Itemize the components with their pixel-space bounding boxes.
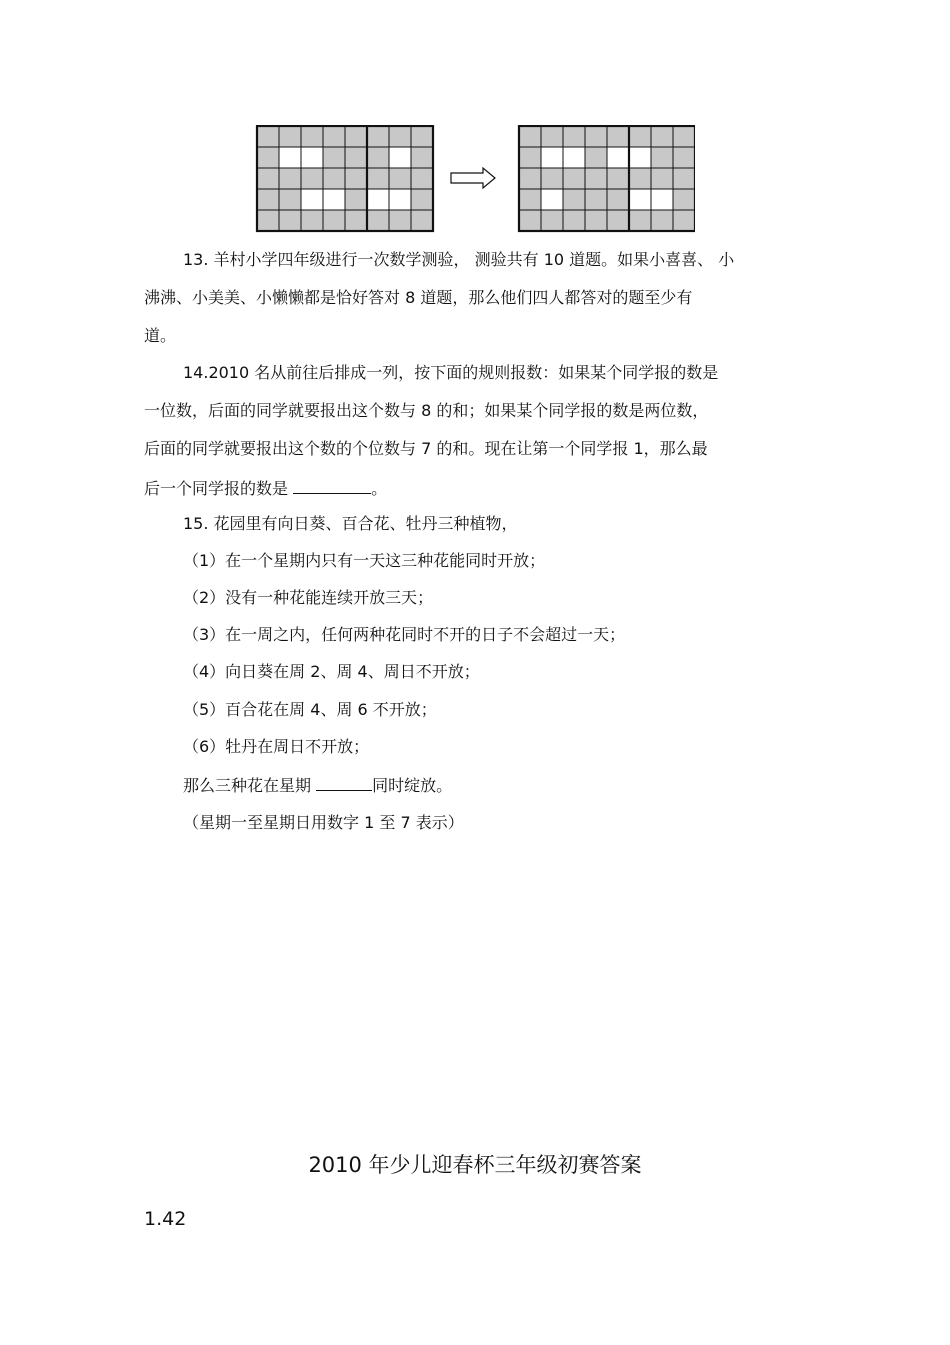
left-grid-cell — [411, 126, 433, 147]
q15-condition-6: （6）牡丹在周日不开放； — [183, 737, 370, 756]
left-grid-cell — [301, 210, 323, 231]
right-grid-cell — [563, 210, 585, 231]
q15-condition-2: （2）没有一种花能连续开放三天； — [183, 588, 434, 607]
right-grid-cell — [585, 126, 607, 147]
right-grid-cell — [651, 147, 673, 168]
right-grid-cell — [629, 189, 651, 210]
left-grid-cell — [389, 168, 411, 189]
left-grid-cell — [301, 147, 323, 168]
right-grid-cell — [519, 210, 541, 231]
left-grid-cell — [323, 168, 345, 189]
left-grid-cell — [367, 126, 389, 147]
right-grid-cell — [607, 147, 629, 168]
left-grid-cell — [323, 147, 345, 168]
q13-line1: 13. 羊村小学四年级进行一次数学测验， 测验共有 10 道题。如果小喜喜、 小 — [183, 250, 735, 269]
left-grid-cell — [257, 210, 279, 231]
right-grid-cell — [585, 147, 607, 168]
q13-line3: 道。 — [144, 326, 177, 345]
left-grid-cell — [279, 210, 301, 231]
left-grid-cell — [279, 168, 301, 189]
right-grid-cell — [541, 126, 563, 147]
right-grid-cell — [607, 210, 629, 231]
right-grid-cell — [651, 126, 673, 147]
left-grid-cell — [367, 147, 389, 168]
q15-condition-1: （1）在一个星期内只有一天这三种花能同时开放； — [183, 551, 546, 570]
right-grid-cell — [651, 189, 673, 210]
right-grid-cell — [541, 147, 563, 168]
q13-line2: 沸沸、小美美、小懒懒都是恰好答对 8 道题，那么他们四人都答对的题至少有 — [144, 288, 693, 307]
answers-title: 2010 年少儿迎春杯三年级初赛答案 — [308, 1153, 642, 1177]
left-grid-cell — [323, 126, 345, 147]
q15-answer-blank — [316, 774, 372, 791]
q15-note: （星期一至星期日用数字 1 至 7 表示） — [183, 813, 464, 832]
right-grid-cell — [563, 147, 585, 168]
left-grid-cell — [279, 147, 301, 168]
left-grid-cell — [389, 147, 411, 168]
left-grid-cell — [257, 189, 279, 210]
right-grid-cell — [673, 147, 695, 168]
left-grid-cell — [389, 189, 411, 210]
right-grid-cell — [585, 168, 607, 189]
left-grid-cell — [345, 210, 367, 231]
right-grid-cell — [673, 126, 695, 147]
q14-line4-text: 后一个同学报的数是 — [144, 479, 294, 498]
right-grid-cell — [585, 210, 607, 231]
q14-answer-blank — [293, 477, 371, 494]
right-grid-cell — [519, 168, 541, 189]
q15-condition-4: （4）向日葵在周 2、周 4、周日不开放； — [183, 662, 480, 681]
grid-puzzle-figure — [255, 125, 695, 235]
left-grid-cell — [345, 147, 367, 168]
q15-question-end: 同时绽放。 — [372, 776, 453, 795]
q14-line4 — [144, 477, 387, 499]
left-grid-cell — [257, 168, 279, 189]
right-grid-cell — [629, 168, 651, 189]
q15-intro: 15. 花园里有向日葵、百合花、牡丹三种植物， — [183, 514, 518, 533]
right-grid-cell — [519, 126, 541, 147]
answer-1: 1.42 — [144, 1208, 187, 1230]
left-grid-cell — [389, 126, 411, 147]
q14-line4-end: 。 — [371, 479, 388, 498]
left-grid-cell — [367, 189, 389, 210]
right-grid-cell — [651, 210, 673, 231]
arrow-right-icon — [451, 168, 495, 188]
right-grid-cell — [673, 189, 695, 210]
left-grid-cell — [279, 189, 301, 210]
left-grid-cell — [411, 189, 433, 210]
right-grid-cell — [607, 189, 629, 210]
q14-line2: 一位数，后面的同学就要报出这个数与 8 的和；如果某个同学报的数是两位数， — [144, 401, 709, 420]
left-grid-cell — [323, 189, 345, 210]
right-grid-cell — [673, 210, 695, 231]
right-grid-cell — [541, 189, 563, 210]
right-grid-cell — [629, 210, 651, 231]
left-grid-cell — [389, 210, 411, 231]
left-grid-cell — [301, 189, 323, 210]
left-grid-cell — [367, 168, 389, 189]
right-grid-cell — [519, 189, 541, 210]
right-grid-cell — [563, 189, 585, 210]
right-grid-cell — [673, 168, 695, 189]
left-grid-cell — [257, 126, 279, 147]
q14-line1: 14.2010 名从前往后排成一列，按下面的规则报数：如果某个同学报的数是 — [183, 363, 719, 382]
left-grid-cell — [301, 126, 323, 147]
digit-grid-diagram — [255, 125, 695, 235]
left-grid-cell — [301, 168, 323, 189]
right-grid-cell — [629, 147, 651, 168]
left-grid-cell — [411, 210, 433, 231]
left-grid-cell — [323, 210, 345, 231]
left-grid-cell — [345, 168, 367, 189]
right-grid-cell — [651, 168, 673, 189]
right-grid-cell — [519, 147, 541, 168]
left-grid-cell — [411, 147, 433, 168]
left-grid-cell — [345, 189, 367, 210]
q15-question — [183, 774, 452, 796]
right-grid-cell — [607, 168, 629, 189]
right-grid-cell — [563, 126, 585, 147]
left-grid-cell — [411, 168, 433, 189]
right-grid-cell — [607, 126, 629, 147]
left-grid-cell — [257, 147, 279, 168]
right-grid-cell — [629, 126, 651, 147]
q15-question-text: 那么三种花在星期 — [183, 776, 317, 795]
left-grid-cell — [345, 126, 367, 147]
q14-line3: 后面的同学就要报出这个数的个位数与 7 的和。现在让第一个同学报 1，那么最 — [144, 439, 708, 458]
right-grid-cell — [541, 210, 563, 231]
left-grid-cell — [279, 126, 301, 147]
right-grid-cell — [563, 168, 585, 189]
left-grid-cell — [367, 210, 389, 231]
right-grid-cell — [585, 189, 607, 210]
q15-condition-5: （5）百合花在周 4、周 6 不开放； — [183, 700, 437, 719]
right-grid-cell — [541, 168, 563, 189]
q15-condition-3: （3）在一周之内，任何两种花同时不开的日子不会超过一天； — [183, 625, 626, 644]
